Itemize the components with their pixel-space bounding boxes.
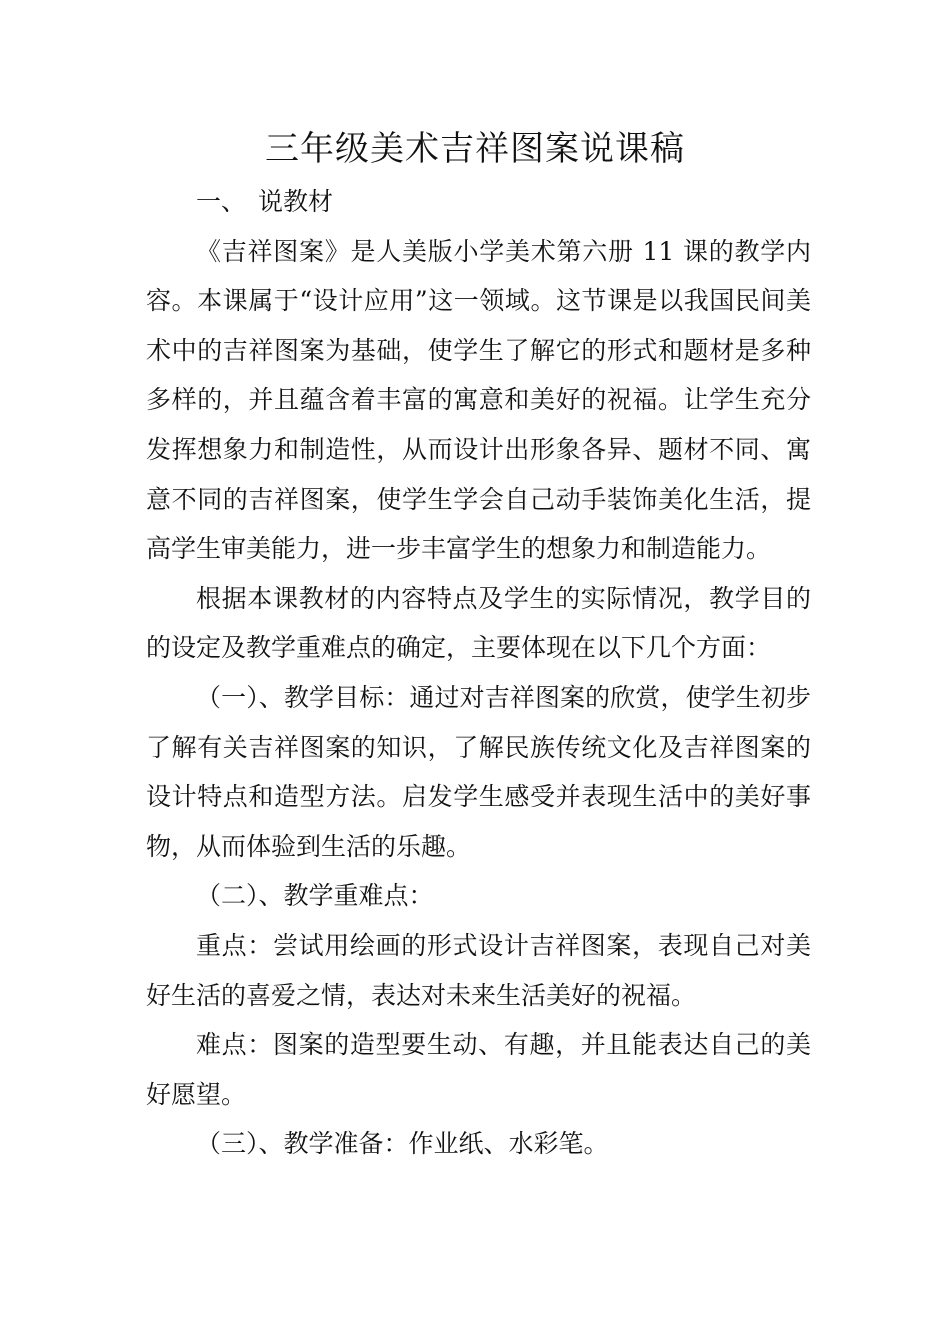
paragraph-key-point: 重点：尝试用绘画的形式设计吉祥图案，表现自己对美好生活的喜爱之情，表达对未来生活美好的祝福。 bbox=[146, 930, 811, 1010]
paragraph-preparation: （三）、教学准备：作业纸、水彩笔。 bbox=[196, 1129, 609, 1159]
paragraph-difficulty: 难点：图案的造型要生动、有趣，并且能表达自己的美好愿望。 bbox=[146, 1030, 811, 1109]
paragraph-teaching-goals: （一）、教学目标：通过对吉祥图案的欣赏，使学生初步了解有关吉祥图案的知识，了解民族传统文化及吉祥图案的设计特点和造型方法。启发学生感受并表现生活中的美好事物，从而体验到生活的乐趣。 bbox=[146, 682, 811, 861]
paragraph-textbook-intro: 《吉祥图案》是人美版小学美术第六册 11 课的教学内容。本课属于“设计应用”这一领域。这节课是以我国民间美术中的吉祥图案为基础，使学生了解它的形式和题材是多种多样的，并且蕴含着丰富的寓意和美好的祝福。让学生充分发挥想象力和制造性，从而设计出形象各异、题材不同、寓意不同的吉祥图案，使学生学会自己动手装饰美化生活，提高学生审美能力，进一步丰富学生的想象力和制造能力。 bbox=[146, 236, 811, 564]
section-heading-text: 说教材 bbox=[258, 187, 334, 216]
section-number: 一、 bbox=[196, 187, 247, 216]
document-title: 三年级美术吉祥图案说课稿 bbox=[265, 129, 685, 169]
paragraph-key-points-heading: （二）、教学重难点： bbox=[196, 881, 434, 911]
paragraph-aspects: 根据本课教材的内容特点及学生的实际情况，教学目的的设定及教学重难点的确定，主要体现在以下几个方面： bbox=[146, 583, 811, 663]
section-heading bbox=[146, 177, 811, 227]
document-body bbox=[146, 177, 811, 1169]
